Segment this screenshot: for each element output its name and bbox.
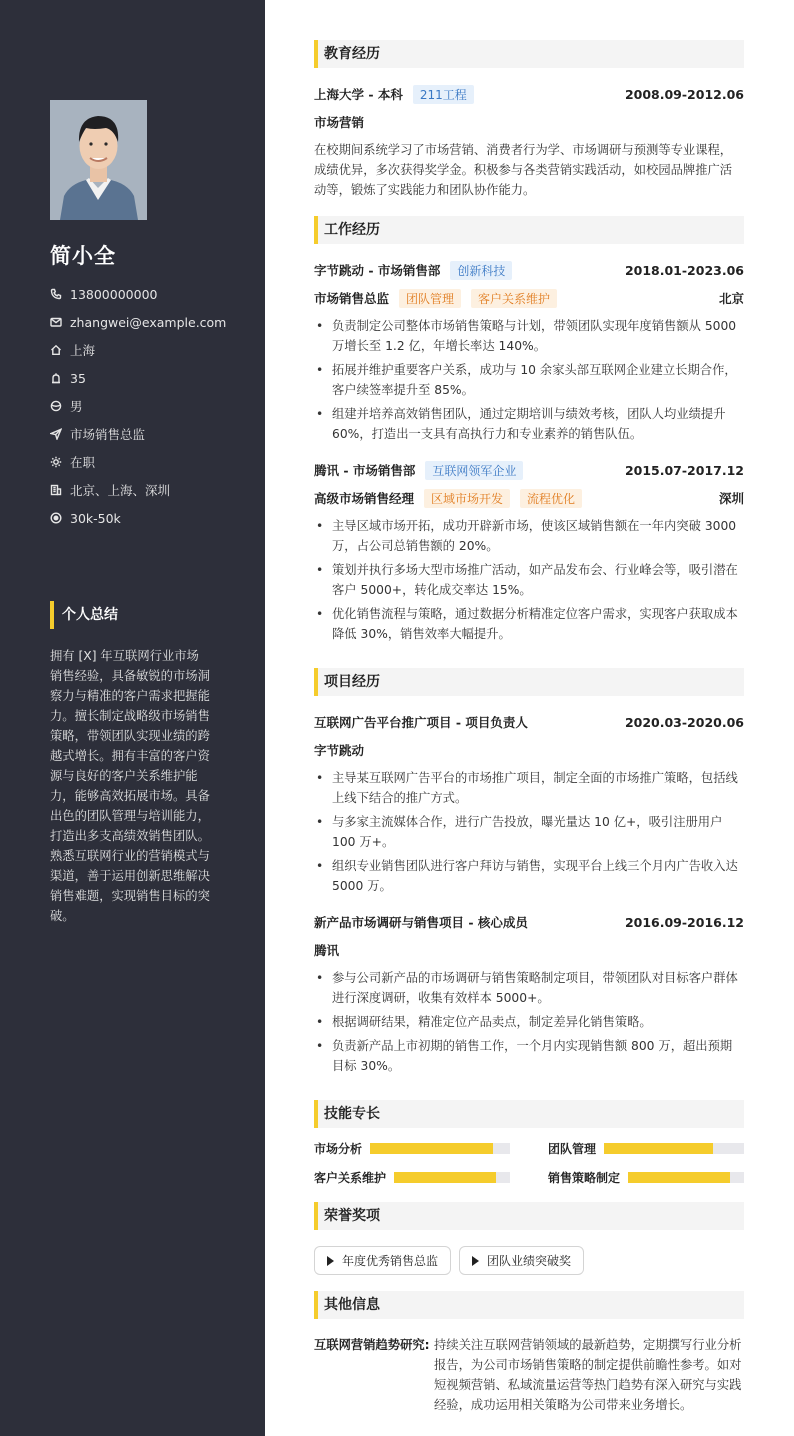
- info-status: [50, 448, 250, 476]
- skill-item: [314, 1169, 510, 1186]
- skill-bar-fill: [394, 1172, 496, 1183]
- project-org: 字节跳动: [314, 743, 365, 758]
- project-org-row: [314, 936, 744, 964]
- education-period: 2008.09-2012.06: [624, 86, 744, 102]
- project-period: 2016.09-2016.12: [624, 914, 744, 930]
- work-role: 市场销售总监: [314, 291, 390, 306]
- candidate-name: 简小全: [50, 244, 116, 268]
- email-text: zhangwei@example.com: [70, 314, 227, 330]
- skill-name: 团队管理: [548, 1142, 597, 1156]
- work-bullets: [314, 316, 744, 444]
- status-text: 在职: [70, 455, 96, 470]
- work-city: 深圳: [718, 491, 744, 506]
- project-bullet: • 组织专业销售团队进行客户拜访与销售，实现平台上线三个月内广告收入达 5000 万。: [314, 856, 744, 896]
- skill-name: 客户关系维护: [314, 1171, 387, 1185]
- gender-text: 男: [70, 399, 83, 414]
- project-bullets: [314, 768, 744, 896]
- work-skill-tag: 流程优化: [520, 489, 582, 508]
- skill-bar: [628, 1172, 744, 1183]
- project-bullet: • 主导某互联网广告平台的市场推广项目，制定全面的市场推广策略，包括线上线下结合的推广方式。: [314, 768, 744, 808]
- work-item: [314, 256, 744, 444]
- salary-text: 30k-50k: [70, 510, 121, 526]
- work-period: 2018.01-2023.06: [624, 262, 744, 278]
- section-work-title: 工作经历: [314, 216, 744, 244]
- project-bullet: • 与多家主流媒体合作，进行广告投放，曝光量达 10 亿+，吸引注册用户 100 万+。: [314, 812, 744, 852]
- other-info: [314, 1319, 744, 1415]
- project-org-row: [314, 736, 744, 764]
- work-company-tag: 互联网领军企业: [425, 461, 523, 480]
- school-tag: 211工程: [413, 85, 474, 104]
- skill-bar: [370, 1143, 510, 1154]
- avatar-photo: [50, 100, 147, 220]
- education-desc: 在校期间系统学习了市场营销、消费者行为学、市场调研与预测等专业课程，成绩优异，多次获得奖学金。积极参与各类营销实践活动，如校园品牌推广活动等，锻炼了实践能力和团队协作能力。: [314, 143, 733, 197]
- skill-item: [548, 1140, 744, 1157]
- work-item: [314, 456, 744, 644]
- work-role-row: [314, 284, 744, 312]
- home-icon: [50, 344, 70, 356]
- work-role-row: [314, 484, 744, 512]
- award-label: 团队业绩突破奖: [487, 1254, 572, 1268]
- skill-bar-fill: [628, 1172, 730, 1183]
- mail-icon: [50, 316, 70, 328]
- project-item: [314, 908, 744, 1076]
- section-skills-title: 技能专长: [314, 1100, 744, 1128]
- section-other-title: 其他信息: [314, 1291, 744, 1319]
- work-bullet: • 组建并培养高效销售团队，通过定期培训与绩效考核，团队人均业绩提升 60%，打造出一支具有高执行力和专业素养的销售队伍。: [314, 404, 744, 444]
- work-company: 字节跳动 - 市场销售部: [314, 263, 441, 278]
- project-bullet: • 负责新产品上市初期的销售工作，一个月内实现销售额 800 万，超出预期目标 30%。: [314, 1036, 744, 1076]
- location-text: 上海: [70, 343, 96, 358]
- project-header: [314, 708, 744, 736]
- project-item: [314, 708, 744, 896]
- phone-text: 13800000000: [70, 286, 158, 302]
- work-bullet: • 负责制定公司整体市场销售策略与计划，带领团队实现年度销售额从 5000 万增长至 1.2 亿，年增长率达 140%。: [314, 316, 744, 356]
- work-bullet: • 主导区域市场开拓，成功开辟新市场，使该区域销售额在一年内突破 3000 万，占公司总销售额的 20%。: [314, 516, 744, 556]
- work-company-row: [314, 456, 744, 484]
- work-bullet: • 优化销售流程与策略，通过数据分析精准定位客户需求，实现客户获取成本降低 30%，销售效率大幅提升。: [314, 604, 744, 644]
- skills-grid: [314, 1128, 744, 1194]
- contact-info-list: [50, 280, 250, 532]
- project-bullet: • 参与公司新产品的市场调研与销售策略制定项目，带领团队对目标客户群体进行深度调研，收集有效样本 5000+。: [314, 968, 744, 1008]
- work-skill-tag: 团队管理: [399, 289, 461, 308]
- summary-heading: 个人总结: [50, 601, 118, 629]
- summary-text: 拥有 [X] 年互联网行业市场销售经验，具备敏锐的市场洞察力与精准的客户需求把握能力。擅长制定战略级市场销售策略，带领团队实现业绩的跨越式增长。拥有丰富的客户资源与良好的客户关系维护能力，能够高效拓展市场。具备出色的团队管理与培训能力，打造出多支高绩效销售团队。熟悉互联网行业的营销模式与渠道，善于运用创新思维解决销售难题，实现销售目标的突破。: [50, 649, 210, 923]
- work-bullets: [314, 516, 744, 644]
- section-awards-title: 荣誉奖项: [314, 1202, 744, 1230]
- other-label: 互联网营销趋势研究:: [314, 1338, 430, 1352]
- awards-list: [314, 1230, 744, 1291]
- phone-icon: [50, 288, 70, 300]
- education-major-row: [314, 108, 744, 136]
- award-label: 年度优秀销售总监: [342, 1254, 439, 1268]
- play-icon: [327, 1256, 334, 1266]
- skill-bar-fill: [604, 1143, 713, 1154]
- main-content: [314, 40, 744, 1415]
- target-city-text: 北京、上海、深圳: [70, 483, 171, 498]
- info-gender: [50, 392, 250, 420]
- work-bullet: • 拓展并维护重要客户关系，成功与 10 余家头部互联网企业建立长期合作，客户续签率提升至 85%。: [314, 360, 744, 400]
- education-major: 市场营销: [314, 115, 365, 130]
- school-name: 上海大学 - 本科: [314, 87, 403, 102]
- avatar: [50, 100, 147, 220]
- sidebar: [0, 0, 265, 1436]
- work-company-row: [314, 256, 744, 284]
- info-target-city: [50, 476, 250, 504]
- skill-name: 市场分析: [314, 1142, 363, 1156]
- award-item[interactable]: [314, 1246, 451, 1275]
- work-period: 2015.07-2017.12: [624, 462, 744, 478]
- award-item[interactable]: [459, 1246, 584, 1275]
- work-skill-tag: 区域市场开发: [424, 489, 510, 508]
- section-projects-title: 项目经历: [314, 668, 744, 696]
- other-text: 持续关注互联网营销领域的最新趋势，定期撰写行业分析报告，为公司市场销售策略的制定提供前瞻性参考。如对短视频营销、私域流量运营等热门趋势有深入研究与实践经验，成功运用相关策略为公司带来业务增长。: [434, 1338, 742, 1412]
- project-bullets: [314, 968, 744, 1076]
- info-phone: [50, 280, 250, 308]
- project-bullet: • 根据调研结果，精准定位产品卖点，制定差异化销售策略。: [314, 1012, 744, 1032]
- position-text: 市场销售总监: [70, 427, 146, 442]
- age-text: 35: [70, 370, 86, 386]
- project-org: 腾讯: [314, 943, 340, 958]
- send-icon: [50, 428, 70, 440]
- skill-name: 销售策略制定: [548, 1171, 621, 1185]
- skill-bar: [604, 1143, 744, 1154]
- salary-icon: [50, 512, 70, 524]
- skill-bar-fill: [370, 1143, 493, 1154]
- work-role: 高级市场销售经理: [314, 491, 415, 506]
- info-age: [50, 364, 250, 392]
- work-company-tag: 创新科技: [450, 261, 512, 280]
- building-icon: [50, 484, 70, 496]
- info-position: [50, 420, 250, 448]
- work-bullet: • 策划并执行多场大型市场推广活动，如产品发布会、行业峰会等，吸引潜在客户 5000+，转化成交率达 15%。: [314, 560, 744, 600]
- work-city: 北京: [718, 291, 744, 306]
- section-education-title: 教育经历: [314, 40, 744, 68]
- work-skill-tag: 客户关系维护: [471, 289, 557, 308]
- education-header: [314, 80, 744, 108]
- info-salary: [50, 504, 250, 532]
- play-icon: [472, 1256, 479, 1266]
- skill-bar: [394, 1172, 510, 1183]
- project-name: 互联网广告平台推广项目 - 项目负责人: [314, 715, 528, 730]
- project-name: 新产品市场调研与销售项目 - 核心成员: [314, 915, 528, 930]
- skill-item: [314, 1140, 510, 1157]
- info-location: [50, 336, 250, 364]
- age-icon: [50, 372, 70, 384]
- project-period: 2020.03-2020.06: [624, 714, 744, 730]
- work-company: 腾讯 - 市场销售部: [314, 463, 416, 478]
- gender-icon: [50, 400, 70, 412]
- skill-item: [548, 1169, 744, 1186]
- status-icon: [50, 456, 70, 468]
- project-header: [314, 908, 744, 936]
- info-email: [50, 308, 250, 336]
